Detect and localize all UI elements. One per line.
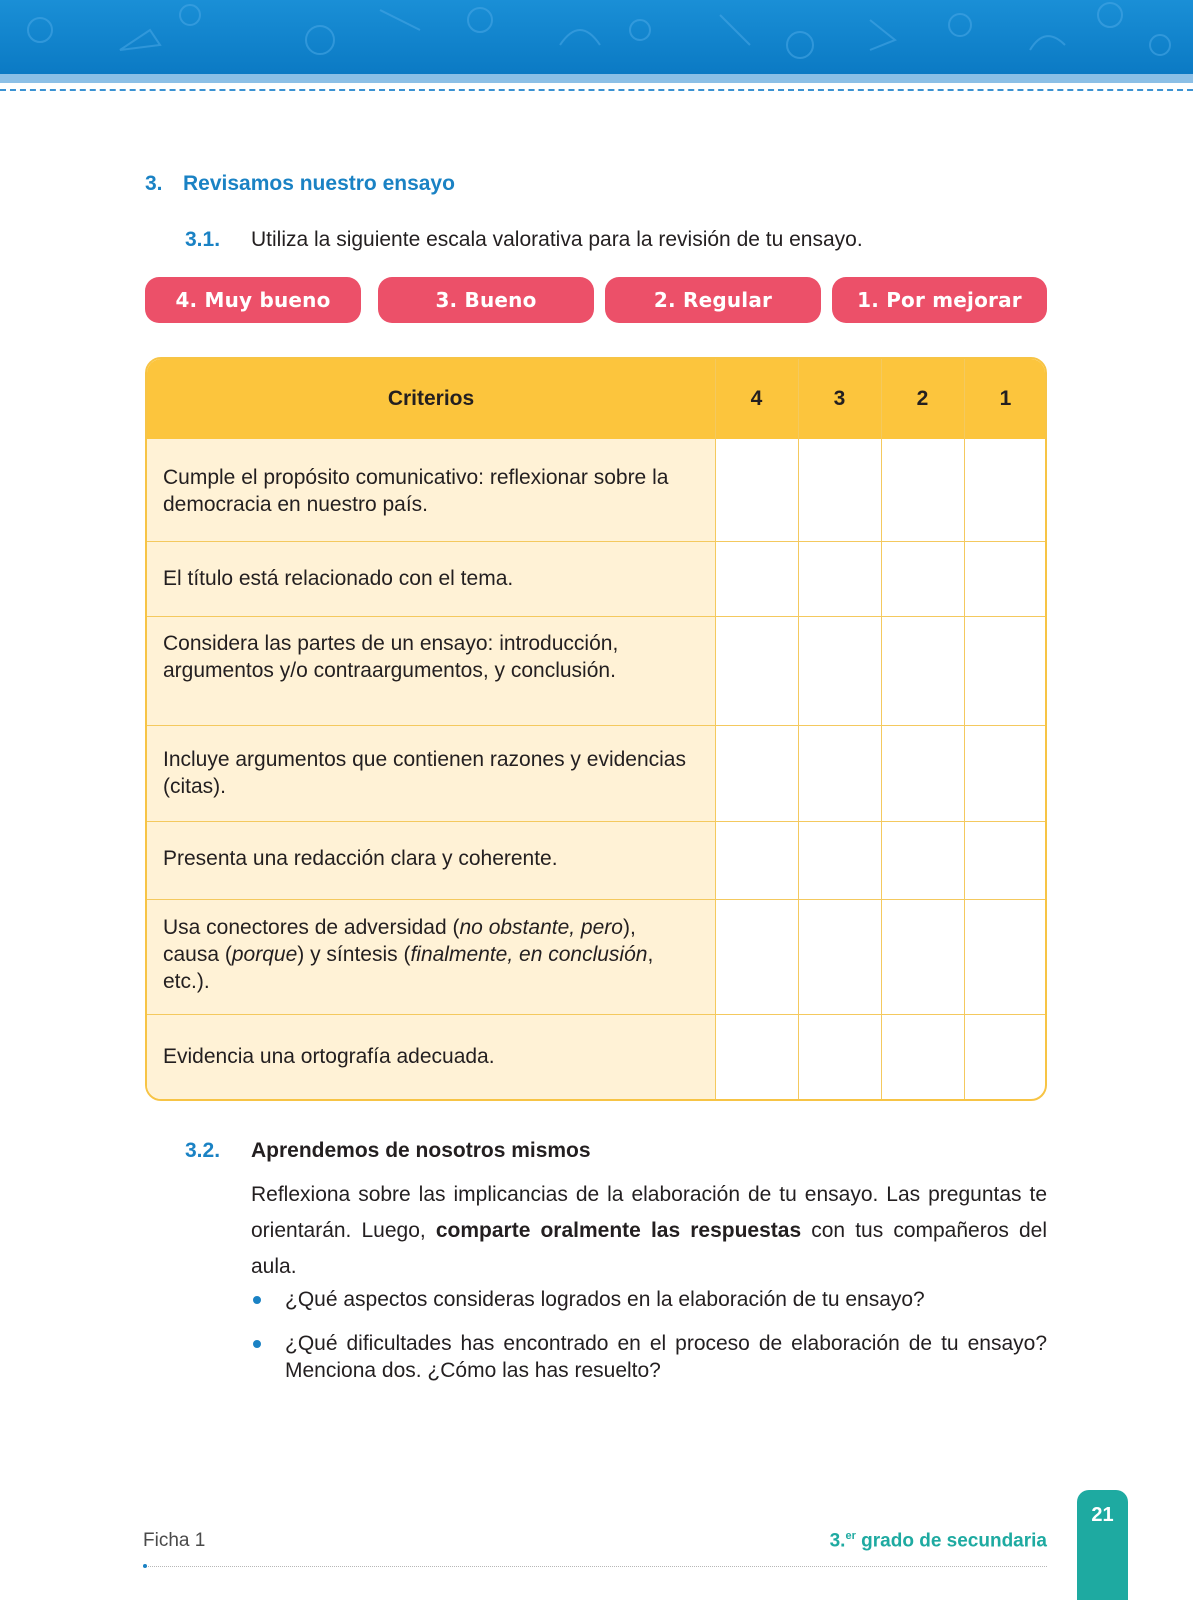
- grid-hline: [147, 616, 1045, 617]
- footer-grade: [830, 1530, 1047, 1552]
- header-score-1: 1: [999, 387, 1012, 410]
- criterion-text: , etc.).: [163, 943, 654, 993]
- criterion-italic-text: no obstante, pero: [459, 916, 623, 939]
- criterion-text: Cumple el propósito comunicativo: reflexionar sobre la democracia en nuestro país.: [163, 466, 669, 516]
- bullet-item-2: ¿Qué dificultades has encontrado en el proceso de elaboración de tu ensayo? Menciona dos. ¿Cómo las has resuelto?: [285, 1332, 1047, 1382]
- para-bold: comparte oralmente las respuestas: [435, 1219, 802, 1242]
- criterion-row: [163, 914, 693, 995]
- para-start: Reflexiona sobre las implicancias de la elaboración de tu ensayo. Las preguntas te orientarán. Luego,: [251, 1183, 1047, 1242]
- scale-pill-3: 3. Bueno: [378, 277, 594, 323]
- criterion-row: [163, 746, 693, 800]
- grade-number: 3.: [829, 1530, 846, 1552]
- header-dashed-line: [0, 89, 1193, 91]
- grid-vline: [715, 359, 716, 1101]
- sub2-number: 3.2.: [185, 1139, 221, 1162]
- criterion-row: [163, 845, 693, 872]
- grid-vline: [881, 359, 882, 1101]
- criterion-text: Considera las partes de un ensayo: introducción, argumentos y/o contraargumentos, y conclusión.: [163, 632, 619, 682]
- footer-dot: [143, 1564, 147, 1568]
- criterion-row: [163, 1043, 693, 1070]
- sub1-text: Utiliza la siguiente escala valorativa para la revisión de tu ensayo.: [251, 228, 863, 251]
- scale-pill-1: 1. Por mejorar: [832, 277, 1047, 323]
- criterion-text: ), causa (: [163, 916, 636, 966]
- header-score-2: 2: [916, 387, 929, 410]
- sub2-title: Aprendemos de nosotros mismos: [251, 1139, 591, 1162]
- sub2-paragraph: [251, 1177, 1047, 1285]
- bullet-item-1: ¿Qué aspectos consideras logrados en la elaboración de tu ensayo?: [285, 1288, 925, 1311]
- grid-hline: [147, 541, 1045, 542]
- criterion-row: [163, 630, 693, 684]
- page-number: 21: [1091, 1504, 1114, 1526]
- section-title-text: Revisamos nuestro ensayo: [183, 172, 455, 195]
- criterion-text: Incluye argumentos que contienen razones y evidencias (citas).: [163, 748, 686, 798]
- grade-sup: er: [845, 1530, 856, 1542]
- sub1-number: 3.1.: [185, 228, 221, 251]
- grid-hline: [147, 1014, 1045, 1015]
- criterion-row: [163, 565, 693, 592]
- header-score-3: 3: [833, 387, 846, 410]
- header-banner: [0, 0, 1193, 74]
- para-end: con tus compañeros del aula.: [251, 1219, 1048, 1278]
- header-stripe: [0, 74, 1193, 83]
- criterion-text: Usa conectores de adversidad (: [163, 916, 460, 939]
- grade-text: grado de secundaria: [855, 1530, 1047, 1552]
- footer-divider: [143, 1566, 1047, 1567]
- scale-pill-4: 4. Muy bueno: [145, 277, 361, 323]
- footer-ficha: Ficha 1: [143, 1530, 206, 1551]
- bullet-icon: [253, 1296, 261, 1304]
- criterion-text: El título está relacionado con el tema.: [163, 567, 514, 590]
- page-number-tab: [1077, 1490, 1128, 1600]
- criterion-text: Evidencia una ortografía adecuada.: [163, 1045, 495, 1068]
- criterion-row: [163, 464, 693, 518]
- criterion-text: Presenta una redacción clara y coherente.: [163, 847, 558, 870]
- grid-hline: [147, 821, 1045, 822]
- grid-vline: [798, 359, 799, 1101]
- criterion-italic-text: finalmente, en conclusión: [410, 943, 648, 966]
- criterion-italic-text: porque: [231, 943, 298, 966]
- grid-vline: [964, 359, 965, 1101]
- header-score-4: 4: [750, 387, 763, 410]
- section-number: 3.: [145, 172, 163, 195]
- rubric-table: [145, 357, 1047, 1101]
- section-title: [145, 172, 455, 196]
- bullet-icon: [253, 1340, 261, 1348]
- doodle-pattern: [0, 0, 1193, 74]
- criterion-text: ) y síntesis (: [297, 943, 411, 966]
- scale-pill-2: 2. Regular: [605, 277, 821, 323]
- grid-hline: [147, 725, 1045, 726]
- header-criterios: Criterios: [387, 387, 475, 410]
- grid-hline: [147, 899, 1045, 900]
